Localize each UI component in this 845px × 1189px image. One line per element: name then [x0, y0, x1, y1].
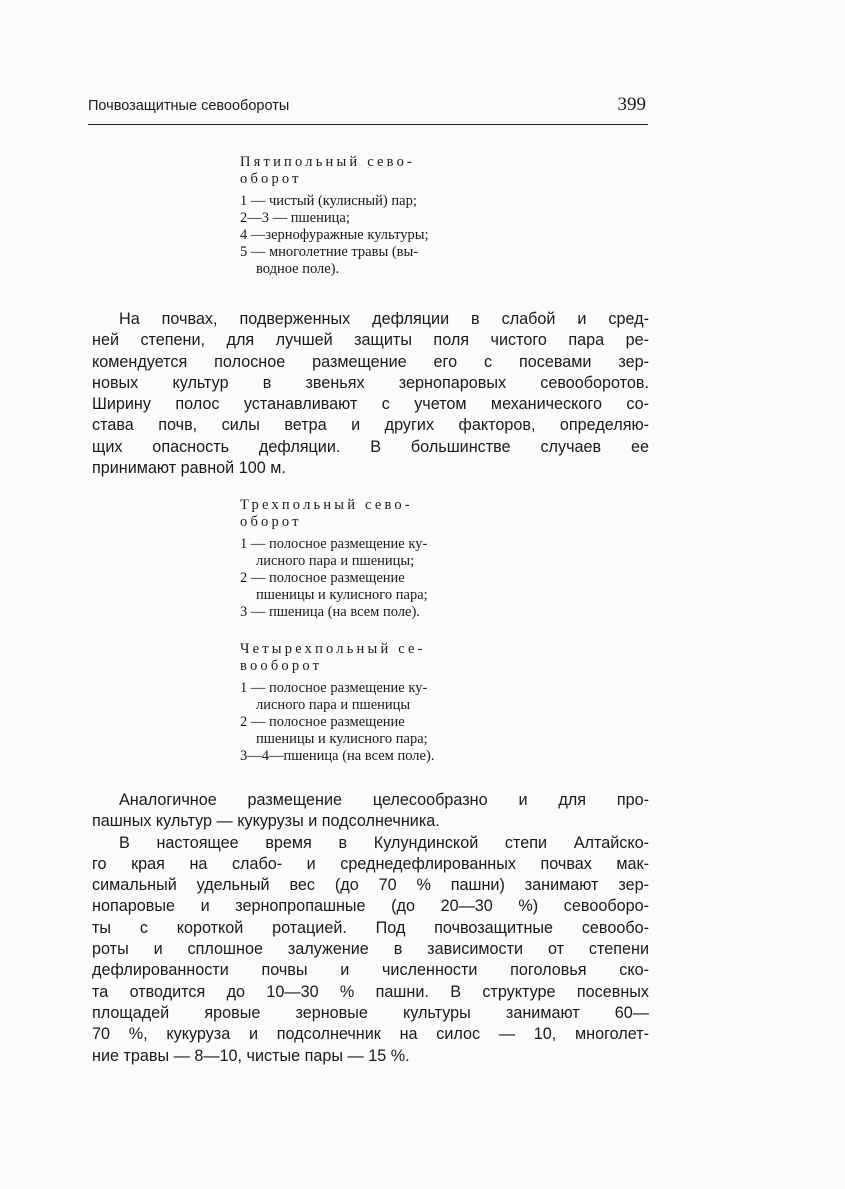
- crop-rotation-scheme-four-field: [240, 641, 498, 765]
- scheme-item: 2—3 — пшеница;: [240, 210, 350, 226]
- text-line: принимают равной 100 м.: [92, 459, 286, 478]
- text-line: ты с короткой ротацией. Под почвозащитные севообо-: [92, 918, 649, 937]
- text-line: ние травы — 8—10, чистые пары — 15 %.: [92, 1046, 410, 1065]
- text-line: пашных культур — кукурузы и подсолнечника.: [92, 812, 440, 831]
- scheme-item: 1 — полосное размещение ку-: [240, 536, 428, 552]
- scheme-item-continuation: пшеницы и кулисного пара;: [256, 731, 428, 747]
- text-line: площадей яровые зерновые культуры занимают 60—: [92, 1003, 649, 1022]
- scheme-item: 1 — чистый (кулисный) пар;: [240, 193, 417, 209]
- scheme-item: 2 — полосное размещение: [240, 570, 405, 586]
- text-line: 70 %, кукуруза и подсолнечник на силос — 10, многолет-: [92, 1025, 649, 1044]
- header-rule: [88, 124, 648, 125]
- scheme-heading: [240, 497, 498, 531]
- scheme-item: 3—4—пшеница (на всем поле).: [240, 748, 435, 764]
- scheme-item-continuation: пшеницы и кулисного пара;: [256, 587, 428, 603]
- scheme-item: 2 — полосное размещение: [240, 714, 405, 730]
- text-line: та отводится до 10—30 % пашни. В структуре посевных: [92, 982, 649, 1001]
- scheme-item: 4 —зернофуражные культуры;: [240, 227, 429, 243]
- text-line: новых культур в звеньях зернопаровых севооборотов.: [92, 373, 649, 392]
- text-line: щих опасность дефляции. В большинстве случаев ее: [92, 437, 649, 456]
- text-line: го края на слабо- и среднедефлированных почвах мак-: [92, 854, 649, 873]
- body-paragraph: [92, 790, 649, 1067]
- crop-rotation-scheme-five-field: [240, 154, 498, 278]
- scheme-heading-line: Трехпольный сево-: [240, 497, 413, 513]
- scheme-heading-line: Пятипольный сево-: [240, 154, 416, 170]
- scheme-heading-line: оборот: [240, 514, 302, 530]
- text-line: роты и сплошное залужение в зависимости от степени: [92, 940, 649, 959]
- scheme-item: 3 — пшеница (на всем поле).: [240, 604, 420, 620]
- text-line: Аналогичное размещение целесообразно и для про-: [119, 791, 649, 809]
- page-number: 399: [617, 94, 646, 115]
- scheme-heading: [240, 641, 498, 675]
- running-title: Почвозащитные севообороты: [88, 98, 290, 114]
- scheme-heading-line: вооборот: [240, 658, 323, 674]
- scheme-heading-line: оборот: [240, 171, 302, 187]
- text-line: симальный удельный вес (до 70 % пашни) занимают зер-: [92, 876, 649, 895]
- scheme-item: 1 — полосное размещение ку-: [240, 680, 428, 696]
- text-line: На почвах, подверженных дефляции в слабой и сред-: [119, 310, 649, 328]
- scheme-item-continuation: лисного пара и пшеницы;: [256, 553, 415, 569]
- text-line: В настоящее время в Кулундинской степи Алтайско-: [119, 833, 649, 852]
- scheme-item: 5 — многолетние травы (вы-: [240, 244, 419, 260]
- running-header: [88, 96, 648, 118]
- text-line: дефлированности почвы и численности поголовья ско-: [92, 961, 649, 980]
- crop-rotation-scheme-three-field: [240, 497, 498, 621]
- text-line: комендуется полосное размещение его с посевами зер-: [92, 352, 649, 371]
- text-line: ней степени, для лучшей защиты поля чистого пара ре-: [92, 331, 649, 350]
- text-line: става почв, силы ветра и других факторов, определяю-: [92, 416, 649, 435]
- scheme-item-continuation: лисного пара и пшеницы: [256, 697, 411, 713]
- text-line: нопаровые и зернопропашные (до 20—30 %) севооборо-: [92, 897, 649, 916]
- text-line: Ширину полос устанавливают с учетом механического со-: [92, 395, 649, 414]
- body-paragraph: [92, 309, 649, 479]
- scheme-heading-line: Четырехпольный се-: [240, 641, 426, 657]
- scheme-heading: [240, 154, 498, 188]
- scheme-item-continuation: водное поле).: [256, 261, 340, 277]
